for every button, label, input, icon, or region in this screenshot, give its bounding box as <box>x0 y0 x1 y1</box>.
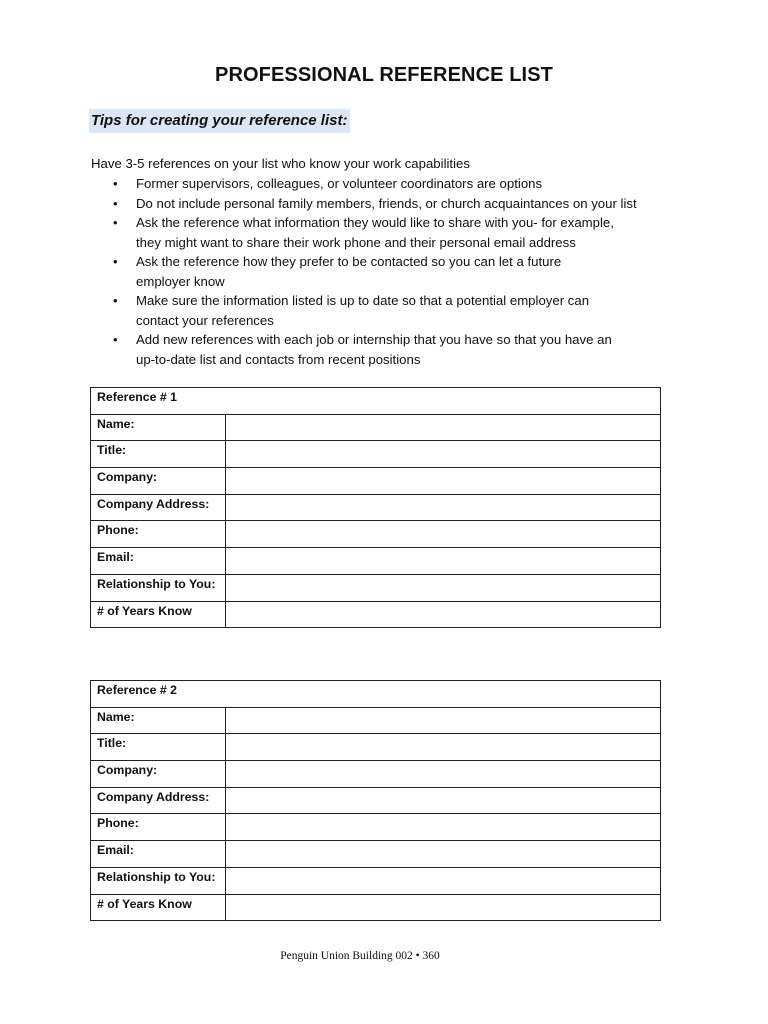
tip-text: Ask the reference what information they would like to share with you- for example, <box>136 215 614 230</box>
reference-2-header: Reference # 2 <box>91 681 661 708</box>
reference-2-relationship-field[interactable] <box>226 867 661 894</box>
field-label: Title: <box>91 734 226 761</box>
tip-text: contact your references <box>136 312 274 328</box>
tips-list <box>0 174 700 369</box>
reference-2-table <box>90 680 661 921</box>
reference-2-years-known-field[interactable] <box>226 894 661 921</box>
table-row <box>91 521 661 548</box>
reference-1-phone-field[interactable] <box>226 521 661 548</box>
table-row <box>91 548 661 575</box>
reference-1-name-field[interactable] <box>226 414 661 441</box>
tip-text: Ask the reference how they prefer to be contacted so you can let a future <box>136 254 562 269</box>
field-label: Email: <box>91 841 226 868</box>
reference-1-table <box>90 387 661 628</box>
table-row <box>91 841 661 868</box>
reference-1-company-field[interactable] <box>226 468 661 495</box>
field-label: Relationship to You: <box>91 574 226 601</box>
field-label: Email: <box>91 548 226 575</box>
reference-2-email-field[interactable] <box>226 841 661 868</box>
tips-list-item <box>0 330 666 369</box>
reference-1-relationship-field[interactable] <box>226 574 661 601</box>
tip-text: Do not include personal family members, friends, or church acquaintances on your list <box>136 195 637 211</box>
table-row <box>91 787 661 814</box>
reference-2-company-field[interactable] <box>226 761 661 788</box>
field-label: Company Address: <box>91 494 226 521</box>
table-row <box>91 894 661 921</box>
field-label: Company: <box>91 761 226 788</box>
table-row <box>91 734 661 761</box>
table-header-row <box>91 681 661 708</box>
tips-list-item <box>0 252 666 291</box>
table-row <box>91 814 661 841</box>
reference-1-company-address-field[interactable] <box>226 494 661 521</box>
table-row <box>91 574 661 601</box>
tip-text: up-to-date list and contacts from recent positions <box>136 351 421 367</box>
tips-list-item <box>0 194 666 214</box>
table-row <box>91 707 661 734</box>
reference-2-company-address-field[interactable] <box>226 787 661 814</box>
page-footer: Penguin Union Building 002 • 360 <box>280 950 440 962</box>
table-row <box>91 761 661 788</box>
field-label: # of Years Know <box>91 894 226 921</box>
tip-text: employer know <box>136 273 225 289</box>
field-label: Name: <box>91 414 226 441</box>
bullet-icon: • <box>113 332 118 347</box>
reference-2-phone-field[interactable] <box>226 814 661 841</box>
tip-text: Former supervisors, colleagues, or volunteer coordinators are options <box>136 176 543 191</box>
tips-list-item <box>0 213 666 252</box>
tip-text: Make sure the information listed is up to date so that a potential employer can <box>136 293 590 308</box>
bullet-icon: • <box>113 176 118 191</box>
table-row <box>91 441 661 468</box>
reference-2-name-field[interactable] <box>226 707 661 734</box>
reference-1-title-field[interactable] <box>226 441 661 468</box>
field-label: Phone: <box>91 814 226 841</box>
bullet-icon: • <box>113 195 118 211</box>
tips-list-item <box>0 291 666 330</box>
field-label: # of Years Know <box>91 601 226 628</box>
field-label: Title: <box>91 441 226 468</box>
tip-text: Add new references with each job or internship that you have so that you have an <box>136 332 612 347</box>
tips-heading: Tips for creating your reference list: <box>89 109 350 133</box>
reference-2-title-field[interactable] <box>226 734 661 761</box>
tip-text: they might want to share their work phone and their personal email address <box>136 234 576 250</box>
bullet-icon: • <box>113 254 118 269</box>
bullet-icon: • <box>113 215 118 230</box>
reference-1-header: Reference # 1 <box>91 388 661 415</box>
table-row <box>91 601 661 628</box>
field-label: Name: <box>91 707 226 734</box>
table-row <box>91 494 661 521</box>
table-row <box>91 468 661 495</box>
field-label: Company Address: <box>91 787 226 814</box>
page-title: PROFESSIONAL REFERENCE LIST <box>215 64 553 86</box>
tips-list-item <box>0 174 666 194</box>
field-label: Relationship to You: <box>91 867 226 894</box>
intro-text: Have 3-5 references on your list who know your work capabilities <box>91 156 470 171</box>
bullet-icon: • <box>113 293 118 308</box>
field-label: Phone: <box>91 521 226 548</box>
table-header-row <box>91 388 661 415</box>
table-row <box>91 414 661 441</box>
field-label: Company: <box>91 468 226 495</box>
reference-1-email-field[interactable] <box>226 548 661 575</box>
reference-1-years-known-field[interactable] <box>226 601 661 628</box>
table-row <box>91 867 661 894</box>
